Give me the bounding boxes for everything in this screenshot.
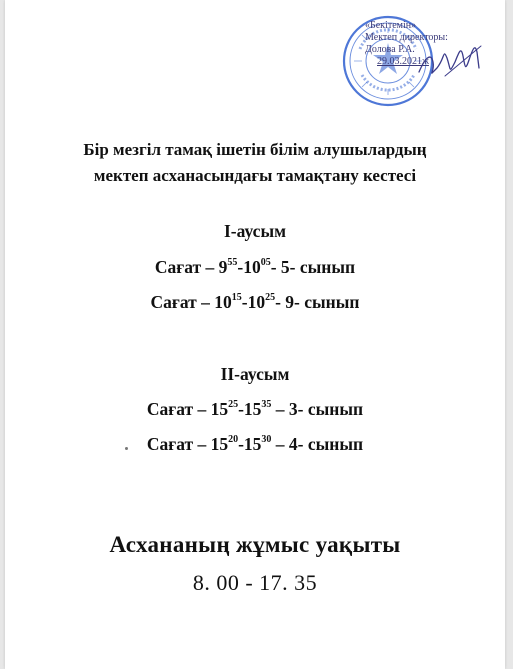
start-minute: 20 xyxy=(228,434,239,446)
end-hour: 10 xyxy=(243,257,261,277)
time-prefix: Сағат – xyxy=(150,292,215,312)
start-hour: 10 xyxy=(214,292,232,312)
start-hour: 15 xyxy=(210,399,229,419)
class-label: - 9- сынып xyxy=(275,292,360,312)
approval-heading: «Бекітемін» xyxy=(365,20,417,31)
end-hour: 15 xyxy=(243,434,262,454)
shift-2-heading: II-аусым xyxy=(220,364,290,384)
class-label: – 4- сынып xyxy=(271,434,364,454)
time-prefix: Сағат – xyxy=(154,257,219,277)
end-hour: 10 xyxy=(247,292,266,312)
schedule-row: Сағат – $9^{55}-10^{05}-$ 5- сынып xyxy=(154,257,356,277)
class-label: - 5- сынып xyxy=(270,257,356,277)
approval-position: Мектеп директоры: xyxy=(365,32,448,43)
time-prefix: Сағат – xyxy=(146,399,211,419)
schedule-row: Сағат – $10^{15}-10^{25}-$ 9- сынып xyxy=(150,292,360,312)
title-line-2: мектеп асханасындағы тамақтану кестесі xyxy=(93,166,417,185)
canteen-hours-title: Асхананың жұмыс уақыты xyxy=(109,532,401,557)
time-prefix: Сағат – xyxy=(146,434,211,454)
schedule-row: Сағат – $15^{25}-15^{35} - 3-$ сынып xyxy=(146,399,364,419)
start-hour: 9 xyxy=(218,257,228,277)
handwritten-signature xyxy=(415,38,485,86)
document-page xyxy=(5,0,505,669)
end-hour: 15 xyxy=(243,399,262,419)
stray-dot xyxy=(125,447,128,450)
class-label: – 3- сынып xyxy=(271,399,364,419)
end-minute: 25 xyxy=(265,292,276,304)
start-minute: 25 xyxy=(228,399,239,411)
approval-date: 29.03.2021ж xyxy=(377,56,429,67)
end-minute: 05 xyxy=(260,257,271,269)
shift-1-heading: I-аусым xyxy=(223,221,287,241)
schedule-row: Сағат – $15^{20}-15^{30} - 4-$ сынып xyxy=(146,434,364,454)
document-title xyxy=(5,137,505,189)
approval-director-name: Долова Р.А. xyxy=(365,44,415,55)
canteen-hours-value: 8. 00 - 17. 35 xyxy=(192,570,318,595)
end-minute: 30 xyxy=(261,434,272,446)
start-minute: 55 xyxy=(227,257,238,269)
start-minute: 15 xyxy=(231,292,242,304)
start-hour: 15 xyxy=(210,434,229,454)
end-minute: 35 xyxy=(261,399,272,411)
title-line-1: Бір мезгіл тамақ ішетін білім алушылардың xyxy=(83,140,427,159)
